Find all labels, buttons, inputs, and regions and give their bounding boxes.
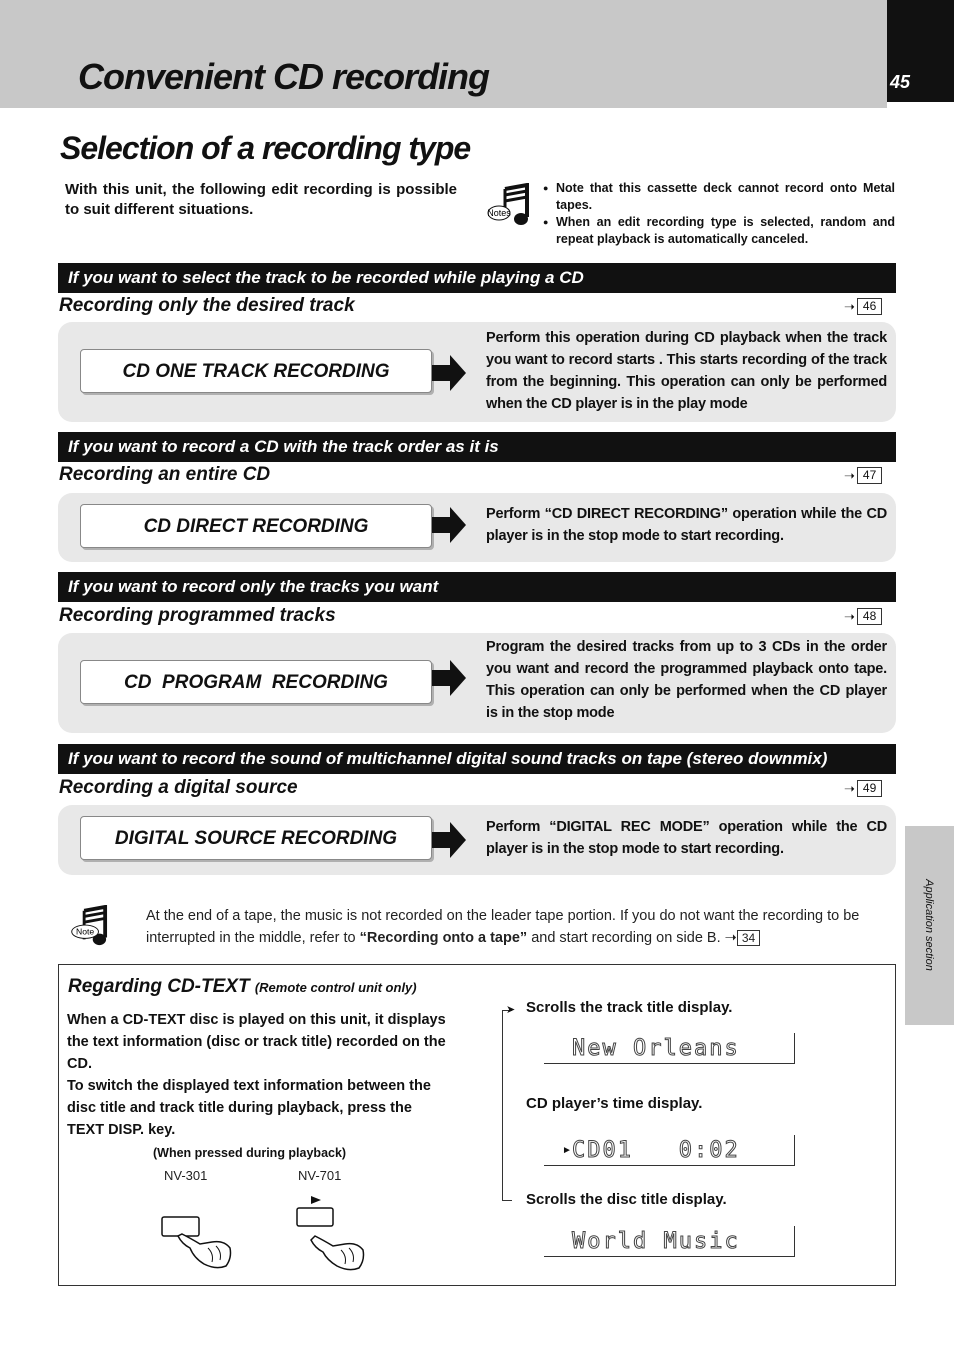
block-subtitle-2: Recording an entire CD xyxy=(59,464,271,485)
when-pressed-label: (When pressed during playback) xyxy=(153,1146,347,1160)
block-description-4: Perform “DIGITAL REC MODE” operation while the CD player is in the stop mode to start recording. xyxy=(486,819,887,857)
right-arrow-icon xyxy=(432,355,466,391)
block-subtitle-1: Recording only the desired track xyxy=(59,295,355,316)
ref-arrow-icon: ➝ xyxy=(844,780,855,796)
block-bar-3: If you want to record only the tracks you want xyxy=(58,572,896,602)
page-ref-3: ➝ 48 xyxy=(844,608,882,625)
svg-text:Note: Note xyxy=(76,926,95,937)
display-step-label: CD player’s time display. xyxy=(526,1095,703,1112)
digital-source-recording-button[interactable]: DIGITAL SOURCE RECORDING xyxy=(80,816,432,860)
hand-pressing-key-icon xyxy=(293,1194,367,1276)
block-bar-2: If you want to record a CD with the track order as it is xyxy=(58,432,896,462)
block-description-3: Program the desired tracks from up to 3 CDs in the order you want and record the programmed playback onto tape. This operation can only be performed when the CD player is in the stop mode xyxy=(486,639,887,721)
note-text: At the end of a tape, the music is not recorded on the leader tape portion. If you do not want the recording to be interrupted in the middle, refer to “Recording onto a tape” and start recording on side B. ➝ 34 xyxy=(146,908,860,946)
page-ref-2: ➝ 47 xyxy=(844,467,882,484)
page-number: 45 xyxy=(890,72,911,92)
note-item: ● When an edit recording type is selected, random and repeat playback is automatically canceled. xyxy=(543,214,895,248)
lcd-play-indicator-icon: ► xyxy=(562,1145,572,1156)
hand-pressing-key-icon xyxy=(160,1214,234,1276)
display-step-label: Scrolls the disc title display. xyxy=(526,1191,727,1208)
display-cycle-bracket xyxy=(502,1010,512,1201)
lcd-disc-title: World Music xyxy=(544,1226,795,1257)
right-arrow-icon xyxy=(432,507,466,543)
model-nv701: NV-701 xyxy=(298,1168,342,1183)
note-icon xyxy=(66,905,108,947)
cycle-arrow-icon: ➤ xyxy=(506,1004,516,1016)
cdtext-para-2: To switch the displayed text information between the disc title and track title during playback, press the TEXT DISP. key. xyxy=(67,1078,431,1138)
notes-list xyxy=(543,180,895,248)
cdtext-title: Regarding CD-TEXT (Remote control unit only) xyxy=(68,976,417,997)
cdtext-title-note: (Remote control unit only) xyxy=(254,980,417,995)
note-link-text: “Recording onto a tape” xyxy=(359,930,528,946)
lcd-track-title: New Orleans xyxy=(544,1033,795,1064)
section-title: Selection of a recording type xyxy=(60,130,471,166)
note-item: ● Note that this cassette deck cannot record onto Metal tapes. xyxy=(543,180,895,214)
block-subtitle-4: Recording a digital source xyxy=(59,777,298,798)
page-ref-1: ➝ 46 xyxy=(844,298,882,315)
cdtext-body xyxy=(67,1009,450,1141)
cd-program-recording-button[interactable]: CD PROGRAM RECORDING xyxy=(80,660,432,704)
intro-text: With this unit, the following edit recording is possible to suit different situations. xyxy=(65,181,457,218)
cdtext-para-1: When a CD-TEXT disc is played on this unit, it displays the text information (disc or track title) recorded on the CD. xyxy=(67,1012,446,1072)
display-step-label: Scrolls the track title display. xyxy=(526,999,733,1016)
page-title: Convenient CD recording xyxy=(78,56,490,97)
page-ref-4: ➝ 49 xyxy=(844,780,882,797)
right-arrow-icon xyxy=(432,822,466,858)
block-bar-1: If you want to select the track to be recorded while playing a CD xyxy=(58,263,896,293)
ref-arrow-icon: ➝ xyxy=(844,298,855,314)
block-description-2: Perform “CD DIRECT RECORDING” operation while the CD player is in the stop mode to start recording. xyxy=(486,506,887,544)
ref-arrow-icon: ➝ xyxy=(724,930,737,946)
ref-arrow-icon: ➝ xyxy=(844,467,855,483)
model-nv301: NV-301 xyxy=(164,1168,208,1183)
cd-one-track-recording-button[interactable]: CD ONE TRACK RECORDING xyxy=(80,349,432,393)
cd-direct-recording-button[interactable]: CD DIRECT RECORDING xyxy=(80,504,432,548)
block-bar-4: If you want to record the sound of multichannel digital sound tracks on tape (stereo downmix) xyxy=(58,744,896,774)
block-subtitle-3: Recording programmed tracks xyxy=(59,605,336,626)
side-tab-label: Application section xyxy=(923,879,935,971)
block-description-1: Perform this operation during CD playback when the track you want to record starts . This starts recording of the track from the beginning. This operation can only be performed when the CD player is in the play mode xyxy=(486,330,887,412)
svg-text:Notes: Notes xyxy=(487,208,511,218)
right-arrow-icon xyxy=(432,660,466,696)
notes-icon xyxy=(487,183,529,227)
lcd-time-display: CD01 0:02 xyxy=(544,1135,795,1166)
ref-arrow-icon: ➝ xyxy=(844,608,855,624)
note-page-ref: 34 xyxy=(737,930,760,946)
